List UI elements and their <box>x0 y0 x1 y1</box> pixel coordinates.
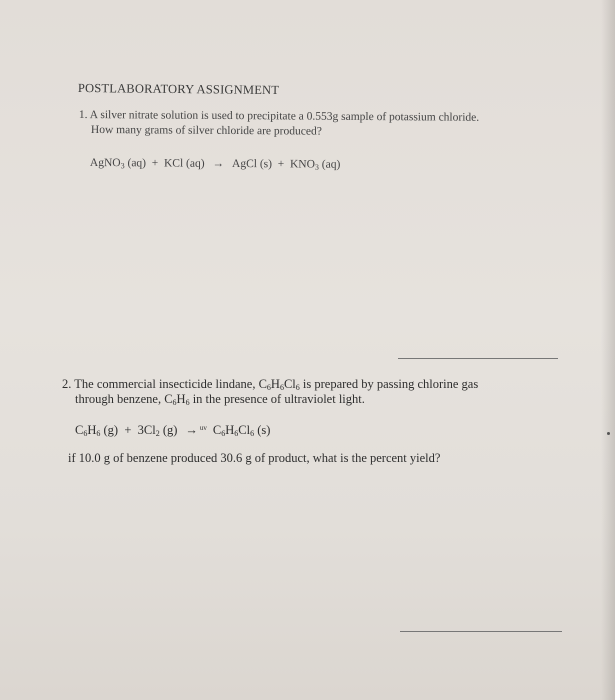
eq2-r2-sub: 2 <box>155 429 160 438</box>
question-2-equation <box>75 423 270 438</box>
eq2-r1-c: C <box>75 423 84 437</box>
eq1-product-1: AgCl (s) <box>232 157 273 171</box>
eq2-r1-state: (g) <box>100 423 119 437</box>
eq2-p-sub-1: 6 <box>221 429 226 438</box>
q2-line1-cl: Cl <box>283 377 296 391</box>
eq2-p-h: H <box>225 423 235 437</box>
eq1-reactant-1: AgNO <box>89 157 121 170</box>
eq1-reactant-1-subscript: 3 <box>120 161 125 171</box>
q2-line1-suffix: is prepared by passing chlorine gas <box>299 377 479 391</box>
eq2-r2-state: (g) <box>159 423 178 437</box>
q2-line1-prefix: 2. The commercial insecticide lindane, C <box>62 377 267 391</box>
q2-line1-h: H <box>270 377 280 391</box>
eq1-product-2: KNO <box>289 158 315 171</box>
answer-line-1 <box>398 358 558 359</box>
question-2-prompt: if 10.0 g of benzene produced 30.6 g of product, what is the percent yield? <box>68 451 441 465</box>
eq2-p-state: (s) <box>254 423 271 437</box>
eq2-r1-h: H <box>87 423 97 437</box>
eq2-p-sub-2: 6 <box>234 429 239 438</box>
eq2-p-cl: Cl <box>238 423 251 437</box>
eq2-arrow-icon: → <box>185 423 198 437</box>
eq2-p-sub-3: 6 <box>250 429 255 438</box>
question-1-line-2: How many grams of silver chloride are produced? <box>90 124 322 138</box>
q2-line2-sub-1: 6 <box>172 398 177 407</box>
eq1-arrow-icon: → <box>212 157 225 170</box>
q2-line1-sub-2: 6 <box>279 383 284 392</box>
eq2-p-c: C <box>212 423 222 437</box>
eq2-uv-condition: uv <box>199 424 207 432</box>
q2-line1-sub-3: 6 <box>295 383 300 392</box>
eq1-reactant-1-state: (aq) <box>124 157 147 170</box>
q2-line2-h: H <box>176 392 186 406</box>
q2-line1-sub-1: 6 <box>266 383 271 392</box>
eq2-r2: 3Cl <box>137 423 156 437</box>
eq1-product-2-state: (aq) <box>318 158 341 171</box>
question-2-line-2 <box>75 392 365 407</box>
eq2-r1-sub-1: 6 <box>83 429 88 438</box>
eq1-plus-2: + <box>271 158 291 171</box>
page-speck <box>607 432 610 435</box>
q2-line2-suffix: in the presence of ultraviolet light. <box>189 392 365 406</box>
question-2-line-1 <box>62 377 478 392</box>
eq1-reactant-2: KCl (aq) <box>163 157 205 170</box>
answer-line-2 <box>400 631 562 632</box>
question-1-line-1: 1. A silver nitrate solution is used to precipitate a 0.553g sample of potassium chloride. <box>78 109 480 124</box>
eq1-plus-1: + <box>145 157 165 170</box>
eq2-r1-sub-2: 6 <box>96 429 101 438</box>
q2-line2-sub-2: 6 <box>185 398 190 407</box>
q2-line2-prefix: through benzene, C <box>75 392 173 406</box>
assignment-heading: POSTLABORATORY ASSIGNMENT <box>77 81 280 98</box>
question-1-equation <box>90 157 340 171</box>
page-edge-shadow <box>601 0 615 700</box>
eq1-product-2-subscript: 3 <box>314 162 319 172</box>
eq2-plus: + <box>118 423 138 437</box>
